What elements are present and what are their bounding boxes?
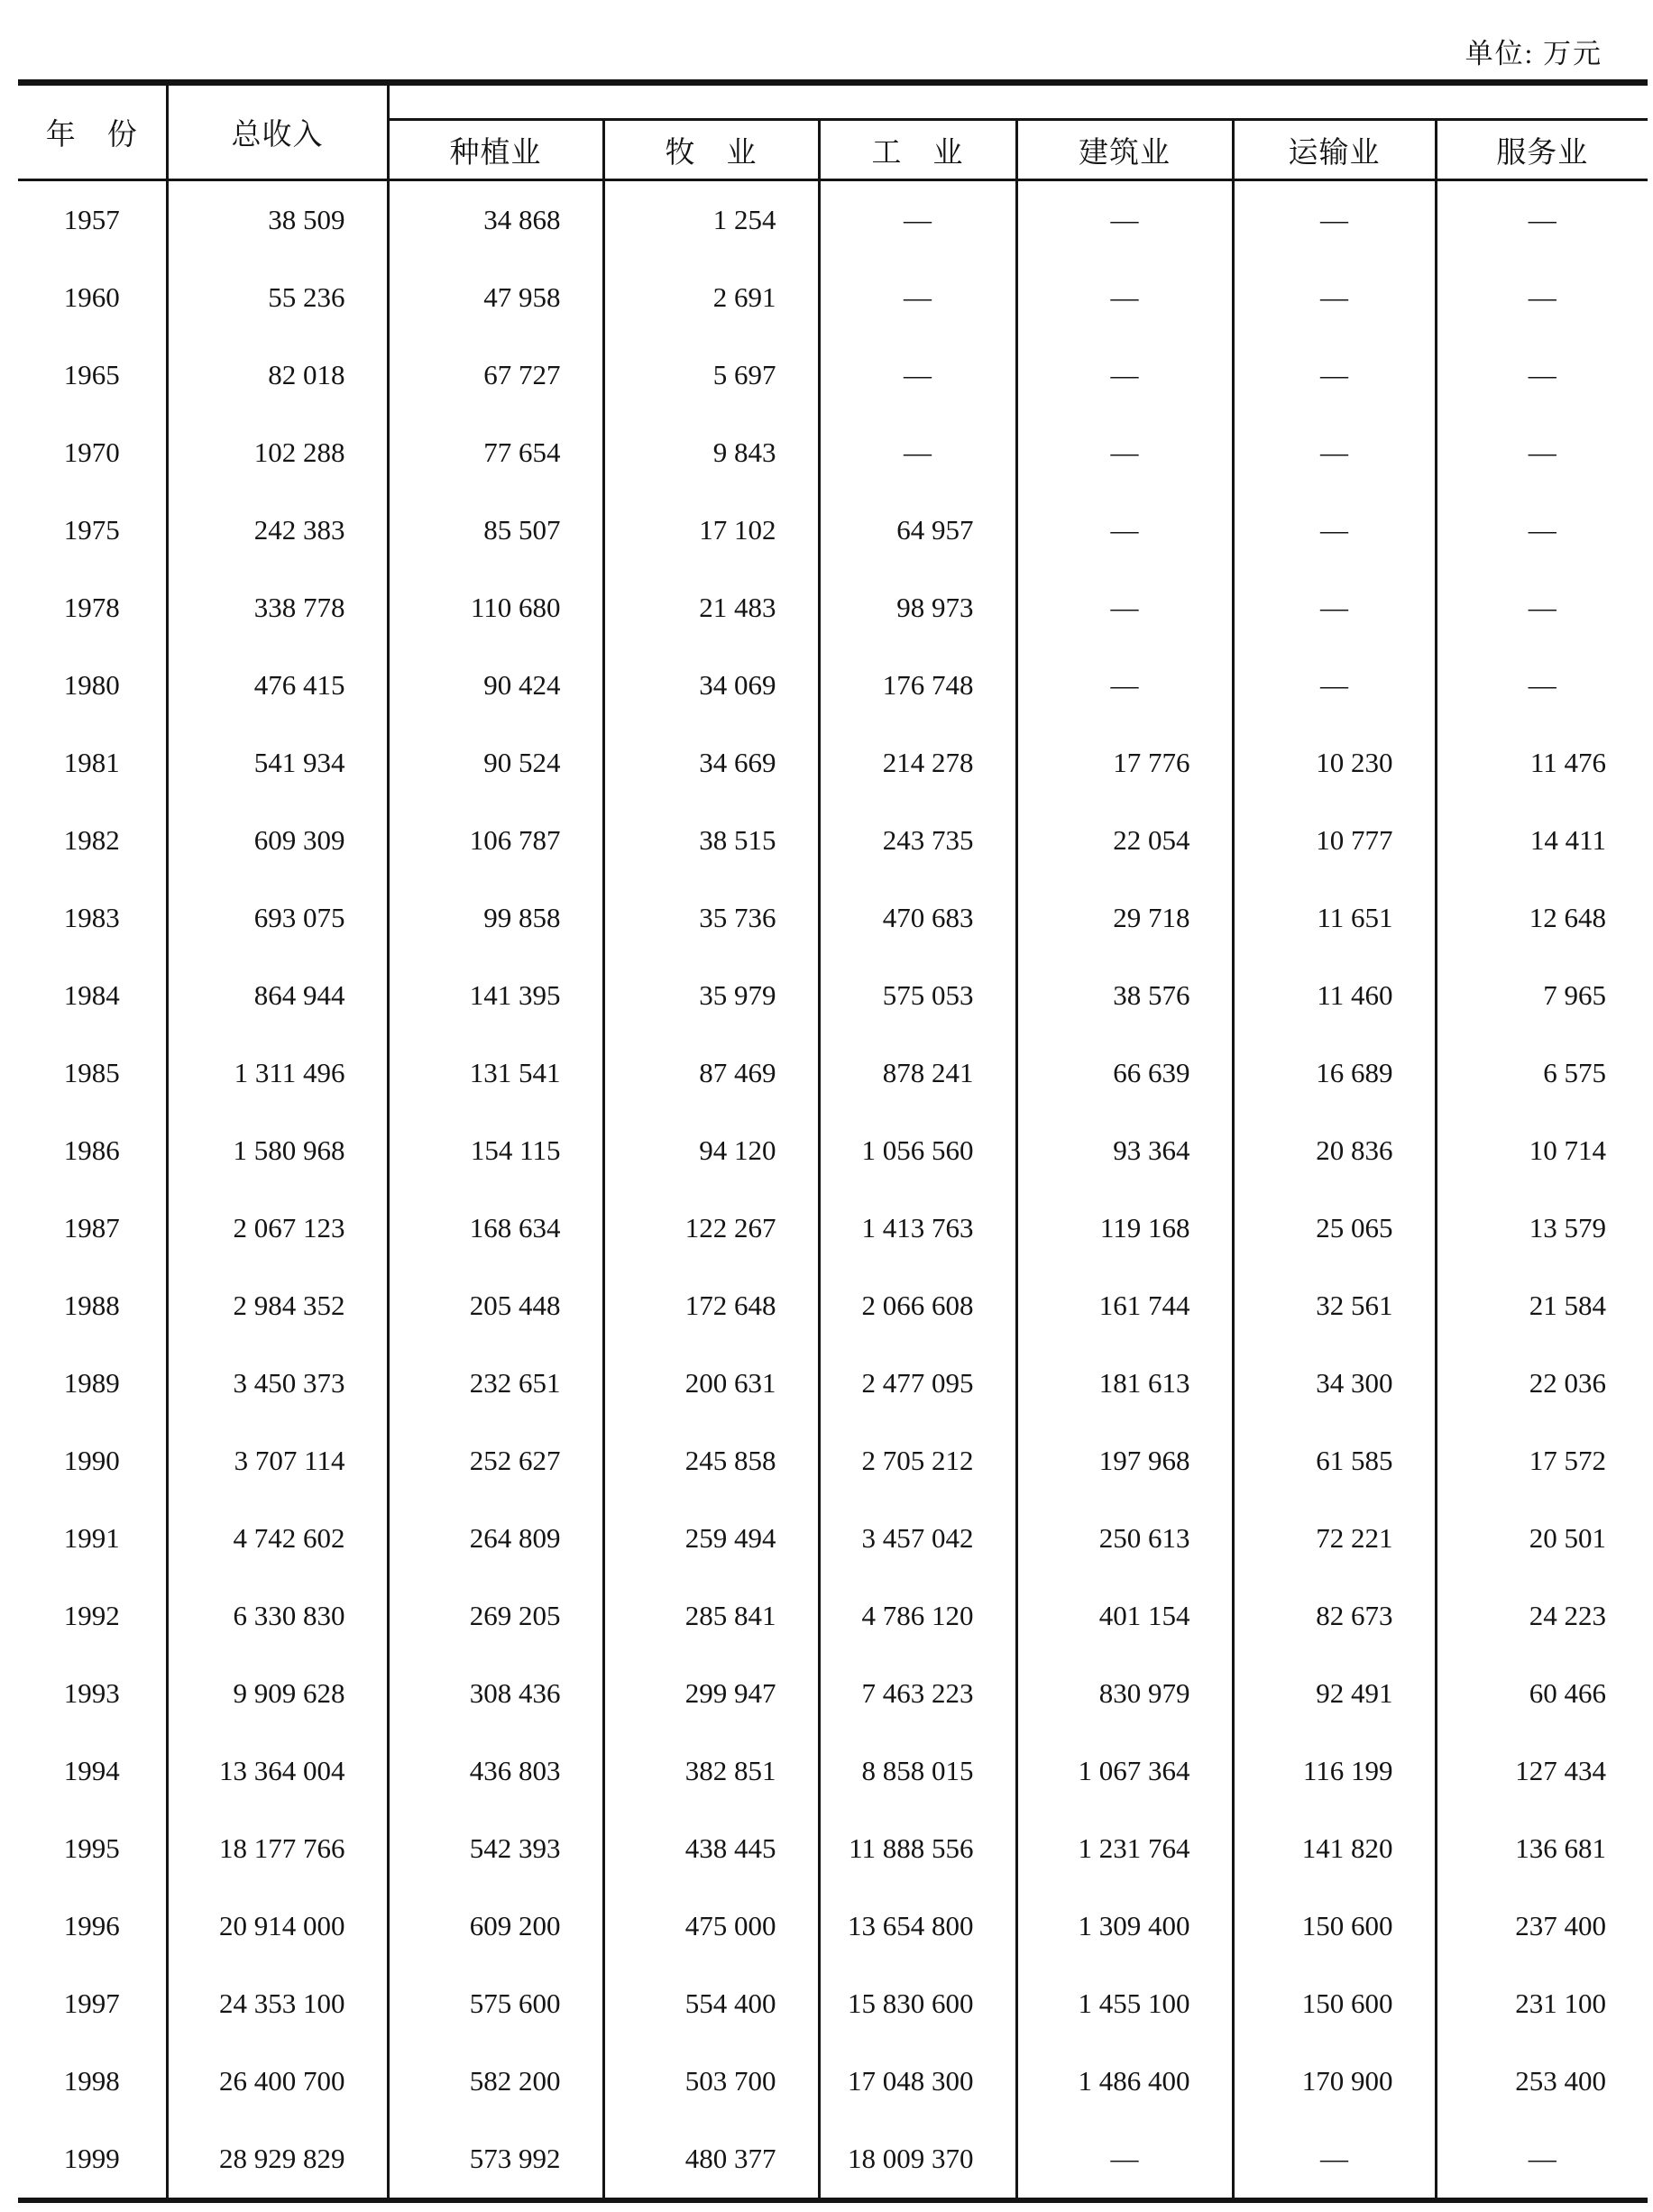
value-cell: 55 236 — [167, 259, 388, 336]
value-cell: 1 231 764 — [1016, 1810, 1233, 1887]
empty-value-cell: — — [1528, 359, 1557, 390]
value-cell: 480 377 — [603, 2120, 819, 2200]
value-cell: 17 102 — [603, 491, 819, 569]
value-cell: 542 393 — [388, 1810, 603, 1887]
value-cell: 87 469 — [603, 1034, 819, 1112]
empty-value-cell: — — [1016, 647, 1233, 724]
empty-value-cell: — — [819, 414, 1016, 491]
value-cell: 141 395 — [388, 957, 603, 1034]
value-cell: 237 400 — [1515, 1910, 1606, 1941]
empty-value-cell: — — [1233, 414, 1436, 491]
table-row — [18, 802, 1648, 879]
value-cell: 4 786 120 — [819, 1577, 1016, 1655]
value-cell: 5 697 — [603, 336, 819, 414]
empty-value-cell: — — [1233, 336, 1436, 414]
value-cell: 200 631 — [603, 1345, 819, 1422]
value-cell: 438 445 — [603, 1810, 819, 1887]
empty-value-cell: — — [1016, 414, 1233, 491]
empty-value-cell: — — [819, 180, 1016, 260]
value-cell: 21 584 — [1529, 1290, 1606, 1321]
year-cell: 1965 — [18, 336, 167, 414]
value-cell: 11 888 556 — [819, 1810, 1016, 1887]
value-cell: 3 457 042 — [819, 1500, 1016, 1577]
value-cell: 2 477 095 — [819, 1345, 1016, 1422]
value-cell: 116 199 — [1233, 1732, 1436, 1810]
table-row — [18, 1422, 1648, 1500]
value-cell: 11 476 — [1529, 747, 1606, 778]
value-cell: 10 777 — [1233, 802, 1436, 879]
table-row — [18, 1577, 1648, 1655]
value-cell: 2 067 123 — [167, 1189, 388, 1267]
table-row — [18, 1112, 1648, 1189]
value-cell: 9 843 — [603, 414, 819, 491]
column-header-planting: 种植业 — [388, 120, 603, 180]
value-cell: 245 858 — [603, 1422, 819, 1500]
value-cell: 119 168 — [1016, 1189, 1233, 1267]
value-cell: 25 065 — [1233, 1189, 1436, 1267]
table-row — [18, 1732, 1648, 1810]
value-cell: 20 914 000 — [167, 1887, 388, 1965]
value-cell: 259 494 — [603, 1500, 819, 1577]
value-cell: 253 400 — [1515, 2065, 1606, 2097]
value-cell: 141 820 — [1233, 1810, 1436, 1887]
value-cell: 47 958 — [388, 259, 603, 336]
value-cell: 34 300 — [1233, 1345, 1436, 1422]
value-cell: 82 018 — [167, 336, 388, 414]
table-row — [18, 1655, 1648, 1732]
value-cell: 26 400 700 — [167, 2042, 388, 2120]
table-row — [18, 2120, 1648, 2200]
year-cell: 1997 — [18, 1965, 167, 2042]
value-cell: 93 364 — [1016, 1112, 1233, 1189]
value-cell: 172 648 — [603, 1267, 819, 1345]
table-body — [18, 180, 1648, 2201]
year-cell: 1980 — [18, 647, 167, 724]
value-cell: 205 448 — [388, 1267, 603, 1345]
value-cell: 34 868 — [388, 180, 603, 260]
value-cell: 11 460 — [1233, 957, 1436, 1034]
value-cell: 830 979 — [1016, 1655, 1233, 1732]
value-cell: 554 400 — [603, 1965, 819, 2042]
value-cell: 110 680 — [388, 569, 603, 647]
value-cell: 34 669 — [603, 724, 819, 802]
value-cell: 232 651 — [388, 1345, 603, 1422]
empty-value-cell: — — [1528, 592, 1557, 623]
value-cell: 382 851 — [603, 1732, 819, 1810]
empty-value-cell: — — [1233, 180, 1436, 260]
value-cell: 38 576 — [1016, 957, 1233, 1034]
value-cell: 32 561 — [1233, 1267, 1436, 1345]
table-row — [18, 259, 1648, 336]
value-cell: 176 748 — [819, 647, 1016, 724]
value-cell: 470 683 — [819, 879, 1016, 957]
value-cell: 285 841 — [603, 1577, 819, 1655]
table-row — [18, 336, 1648, 414]
value-cell: 72 221 — [1233, 1500, 1436, 1577]
value-cell: 24 353 100 — [167, 1965, 388, 2042]
value-cell: 2 691 — [603, 259, 819, 336]
year-cell: 1995 — [18, 1810, 167, 1887]
value-cell: 7 965 — [1543, 979, 1606, 1011]
year-cell: 1991 — [18, 1500, 167, 1577]
column-header-year: 年 份 — [18, 83, 167, 180]
empty-value-cell: — — [1528, 281, 1557, 313]
value-cell: 17 572 — [1529, 1445, 1606, 1476]
year-cell: 1999 — [18, 2120, 167, 2200]
column-header-industry: 工 业 — [819, 120, 1016, 180]
value-cell: 609 309 — [167, 802, 388, 879]
value-cell: 29 718 — [1016, 879, 1233, 957]
empty-value-cell: — — [1528, 204, 1557, 235]
value-cell: 35 736 — [603, 879, 819, 957]
year-cell: 1982 — [18, 802, 167, 879]
value-cell: 18 177 766 — [167, 1810, 388, 1887]
year-cell: 1985 — [18, 1034, 167, 1112]
empty-value-cell: — — [1233, 2120, 1436, 2200]
value-cell: 15 830 600 — [819, 1965, 1016, 2042]
value-cell: 2 066 608 — [819, 1267, 1016, 1345]
value-cell: 98 973 — [819, 569, 1016, 647]
column-header-services: 服务业 — [1436, 120, 1648, 180]
table-row — [18, 957, 1648, 1034]
column-header-husbandry: 牧 业 — [603, 120, 819, 180]
year-cell: 1990 — [18, 1422, 167, 1500]
column-header-transport: 运输业 — [1233, 120, 1436, 180]
value-cell: 24 223 — [1529, 1600, 1606, 1631]
header-spacer — [388, 83, 1648, 120]
table-row — [18, 1034, 1648, 1112]
value-cell: 231 100 — [1515, 1987, 1606, 2019]
value-cell: 9 909 628 — [167, 1655, 388, 1732]
value-cell: 214 278 — [819, 724, 1016, 802]
value-cell: 18 009 370 — [819, 2120, 1016, 2200]
value-cell: 60 466 — [1529, 1677, 1606, 1709]
table-row — [18, 180, 1648, 260]
value-cell: 90 524 — [388, 724, 603, 802]
value-cell: 1 067 364 — [1016, 1732, 1233, 1810]
value-cell: 13 579 — [1529, 1212, 1606, 1244]
value-cell: 21 483 — [603, 569, 819, 647]
value-cell: 14 411 — [1529, 824, 1606, 856]
empty-value-cell: — — [1233, 491, 1436, 569]
value-cell: 476 415 — [167, 647, 388, 724]
table-row — [18, 1345, 1648, 1422]
year-cell: 1983 — [18, 879, 167, 957]
value-cell: 122 267 — [603, 1189, 819, 1267]
value-cell: 35 979 — [603, 957, 819, 1034]
year-cell: 1984 — [18, 957, 167, 1034]
table-row — [18, 1810, 1648, 1887]
value-cell: 10 714 — [1529, 1134, 1606, 1166]
header-row-top — [18, 83, 1648, 120]
value-cell: 1 413 763 — [819, 1189, 1016, 1267]
value-cell: 154 115 — [388, 1112, 603, 1189]
value-cell: 38 509 — [167, 180, 388, 260]
value-cell: 136 681 — [1515, 1832, 1606, 1864]
table-row — [18, 724, 1648, 802]
value-cell: 575 053 — [819, 957, 1016, 1034]
empty-value-cell: — — [1016, 259, 1233, 336]
year-cell: 1981 — [18, 724, 167, 802]
value-cell: 170 900 — [1233, 2042, 1436, 2120]
empty-value-cell: — — [1016, 569, 1233, 647]
value-cell: 99 858 — [388, 879, 603, 957]
value-cell: 12 648 — [1529, 902, 1606, 933]
value-cell: 20 501 — [1529, 1522, 1606, 1554]
value-cell: 308 436 — [388, 1655, 603, 1732]
year-cell: 1988 — [18, 1267, 167, 1345]
empty-value-cell: — — [1016, 180, 1233, 260]
empty-value-cell: — — [1016, 491, 1233, 569]
value-cell: 269 205 — [388, 1577, 603, 1655]
value-cell: 1 056 560 — [819, 1112, 1016, 1189]
empty-value-cell: — — [819, 336, 1016, 414]
year-cell: 1998 — [18, 2042, 167, 2120]
table-row — [18, 1500, 1648, 1577]
value-cell: 8 858 015 — [819, 1732, 1016, 1810]
value-cell: 4 742 602 — [167, 1500, 388, 1577]
table-row — [18, 1965, 1648, 2042]
value-cell: 17 048 300 — [819, 2042, 1016, 2120]
value-cell: 197 968 — [1016, 1422, 1233, 1500]
unit-label: 单位: 万元 — [1465, 38, 1602, 69]
table-row — [18, 2042, 1648, 2120]
value-cell: 575 600 — [388, 1965, 603, 2042]
value-cell: 13 654 800 — [819, 1887, 1016, 1965]
value-cell: 2 984 352 — [167, 1267, 388, 1345]
value-cell: 131 541 — [388, 1034, 603, 1112]
value-cell: 541 934 — [167, 724, 388, 802]
value-cell: 168 634 — [388, 1189, 603, 1267]
value-cell: 102 288 — [167, 414, 388, 491]
value-cell: 106 787 — [388, 802, 603, 879]
table-row — [18, 1189, 1648, 1267]
value-cell: 94 120 — [603, 1112, 819, 1189]
value-cell: 22 054 — [1016, 802, 1233, 879]
value-cell: 16 689 — [1233, 1034, 1436, 1112]
empty-value-cell: — — [1016, 2120, 1233, 2200]
value-cell: 3 450 373 — [167, 1345, 388, 1422]
table-row — [18, 1887, 1648, 1965]
value-cell: 6 575 — [1543, 1057, 1606, 1088]
table-row — [18, 1267, 1648, 1345]
value-cell: 150 600 — [1233, 1887, 1436, 1965]
value-cell: 609 200 — [388, 1887, 603, 1965]
year-cell: 1987 — [18, 1189, 167, 1267]
year-cell: 1975 — [18, 491, 167, 569]
value-cell: 2 705 212 — [819, 1422, 1016, 1500]
value-cell: 6 330 830 — [167, 1577, 388, 1655]
value-cell: 150 600 — [1233, 1965, 1436, 2042]
value-cell: 13 364 004 — [167, 1732, 388, 1810]
column-header-construction: 建筑业 — [1016, 120, 1233, 180]
empty-value-cell: — — [1016, 336, 1233, 414]
table-row — [18, 879, 1648, 957]
value-cell: 243 735 — [819, 802, 1016, 879]
empty-value-cell: — — [1528, 514, 1557, 546]
column-header-total-income: 总收入 — [167, 83, 388, 180]
year-cell: 1970 — [18, 414, 167, 491]
value-cell: 338 778 — [167, 569, 388, 647]
empty-value-cell: — — [1528, 669, 1557, 701]
year-cell: 1986 — [18, 1112, 167, 1189]
value-cell: 1 455 100 — [1016, 1965, 1233, 2042]
year-cell: 1996 — [18, 1887, 167, 1965]
empty-value-cell: — — [1233, 259, 1436, 336]
value-cell: 503 700 — [603, 2042, 819, 2120]
value-cell: 878 241 — [819, 1034, 1016, 1112]
value-cell: 1 580 968 — [167, 1112, 388, 1189]
value-cell: 64 957 — [819, 491, 1016, 569]
value-cell: 66 639 — [1016, 1034, 1233, 1112]
value-cell: 38 515 — [603, 802, 819, 879]
income-table — [18, 79, 1648, 2203]
value-cell: 7 463 223 — [819, 1655, 1016, 1732]
empty-value-cell: — — [1528, 2143, 1557, 2174]
year-cell: 1992 — [18, 1577, 167, 1655]
table-header — [18, 83, 1648, 180]
value-cell: 693 075 — [167, 879, 388, 957]
value-cell: 1 309 400 — [1016, 1887, 1233, 1965]
value-cell: 475 000 — [603, 1887, 819, 1965]
value-cell: 181 613 — [1016, 1345, 1233, 1422]
value-cell: 401 154 — [1016, 1577, 1233, 1655]
value-cell: 28 929 829 — [167, 2120, 388, 2200]
empty-value-cell: — — [819, 259, 1016, 336]
value-cell: 250 613 — [1016, 1500, 1233, 1577]
value-cell: 299 947 — [603, 1655, 819, 1732]
value-cell: 1 486 400 — [1016, 2042, 1233, 2120]
empty-value-cell: — — [1528, 436, 1557, 468]
value-cell: 3 707 114 — [167, 1422, 388, 1500]
value-cell: 85 507 — [388, 491, 603, 569]
year-cell: 1960 — [18, 259, 167, 336]
table-row — [18, 491, 1648, 569]
value-cell: 1 254 — [603, 180, 819, 260]
value-cell: 90 424 — [388, 647, 603, 724]
value-cell: 17 776 — [1016, 724, 1233, 802]
year-cell: 1957 — [18, 180, 167, 260]
value-cell: 582 200 — [388, 2042, 603, 2120]
value-cell: 436 803 — [388, 1732, 603, 1810]
value-cell: 82 673 — [1233, 1577, 1436, 1655]
year-cell: 1993 — [18, 1655, 167, 1732]
value-cell: 61 585 — [1233, 1422, 1436, 1500]
year-cell: 1989 — [18, 1345, 167, 1422]
table-row — [18, 569, 1648, 647]
value-cell: 92 491 — [1233, 1655, 1436, 1732]
table-row — [18, 414, 1648, 491]
value-cell: 77 654 — [388, 414, 603, 491]
value-cell: 864 944 — [167, 957, 388, 1034]
empty-value-cell: — — [1233, 647, 1436, 724]
value-cell: 22 036 — [1529, 1367, 1606, 1399]
value-cell: 573 992 — [388, 2120, 603, 2200]
table-row — [18, 647, 1648, 724]
value-cell: 1 311 496 — [167, 1034, 388, 1112]
value-cell: 264 809 — [388, 1500, 603, 1577]
value-cell: 242 383 — [167, 491, 388, 569]
value-cell: 34 069 — [603, 647, 819, 724]
empty-value-cell: — — [1233, 569, 1436, 647]
value-cell: 20 836 — [1233, 1112, 1436, 1189]
value-cell: 161 744 — [1016, 1267, 1233, 1345]
value-cell: 127 434 — [1515, 1755, 1606, 1786]
value-cell: 67 727 — [388, 336, 603, 414]
value-cell: 11 651 — [1233, 879, 1436, 957]
year-cell: 1978 — [18, 569, 167, 647]
year-cell: 1994 — [18, 1732, 167, 1810]
value-cell: 252 627 — [388, 1422, 603, 1500]
value-cell: 10 230 — [1233, 724, 1436, 802]
